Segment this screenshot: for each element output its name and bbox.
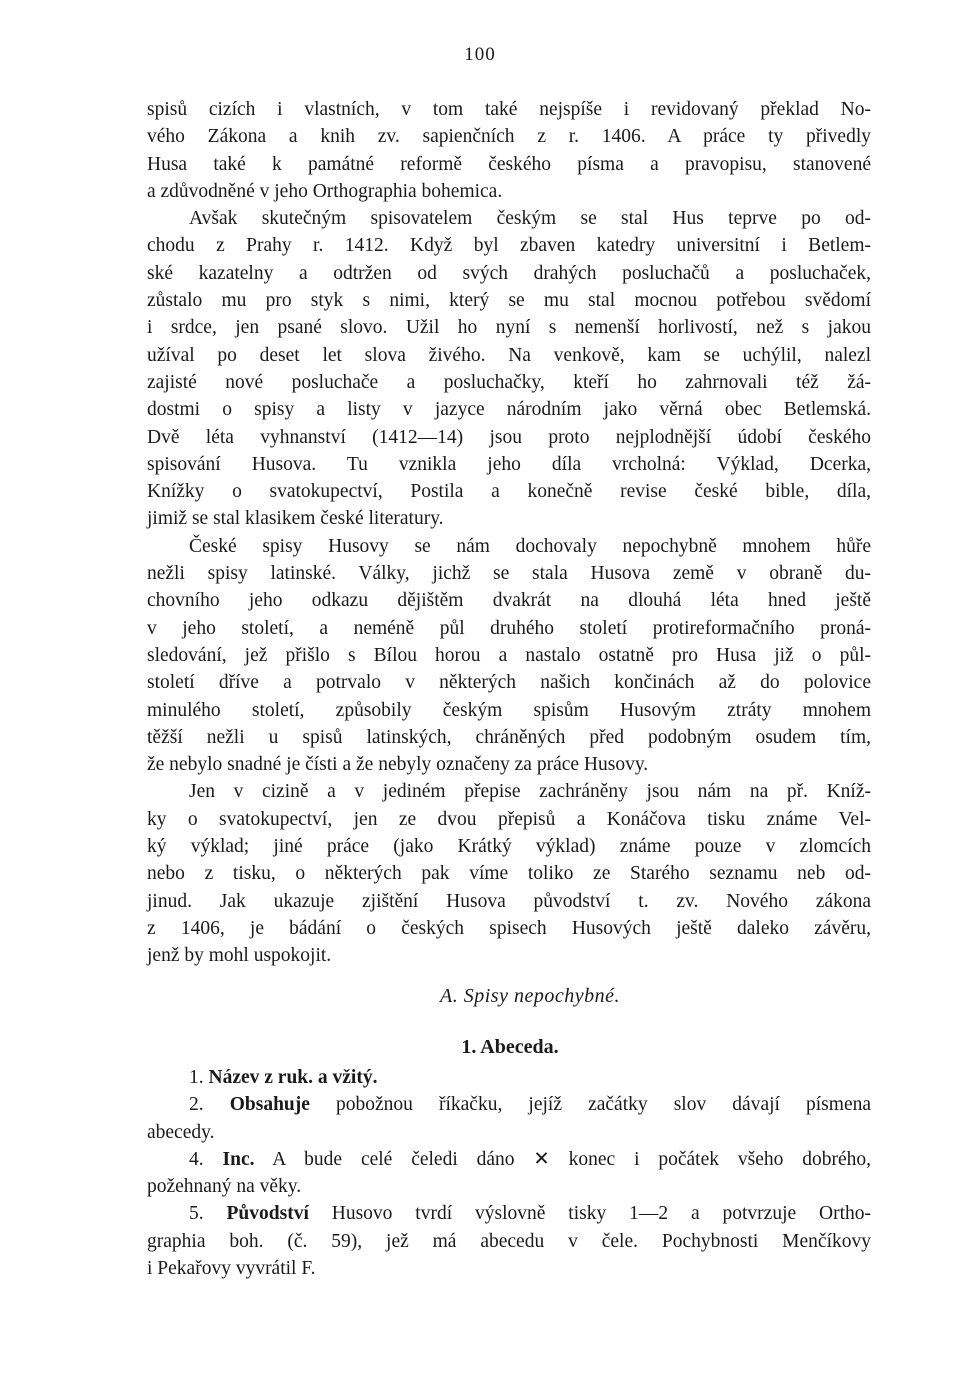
item-first-line xyxy=(147,1091,871,1118)
text-line: užíval po deset let slova živého. Na venkově, kam se uchýlil, nalezl xyxy=(147,344,871,366)
text-line: vého Zákona a knih zv. sapienčních z r. 1406. A práce ty přivedly xyxy=(147,126,871,148)
page-number: 100 xyxy=(464,44,496,65)
text-line: jinud. Jak ukazuje zjištění Husova původství t. zv. Nového zákona xyxy=(147,890,871,912)
text-line: Knížky o svatokupectví, Postila a konečně revise české bible, díla, xyxy=(147,481,871,503)
text-line: abecedy. xyxy=(147,1121,215,1143)
text-line: ky o svatokupectví, jen ze dvou přepisů a Konáčova tisku známe Vel- xyxy=(147,808,871,830)
list-item xyxy=(147,1064,871,1091)
body-text xyxy=(147,96,871,970)
text-line: jimiž se stal klasikem české literatury. xyxy=(147,508,444,530)
text-line: chovního jeho odkazu dějištěm dvakrát na dlouhá léta hned ještě xyxy=(147,590,871,612)
paragraph xyxy=(147,533,871,779)
text-line: nežli spisy latinské. Války, jichž se stala Husova země v obraně du- xyxy=(147,563,871,585)
item-first-line xyxy=(147,1200,871,1227)
item-number: 1. xyxy=(189,1067,209,1088)
text-line: České spisy Husovy se nám dochovaly nepochybně mnohem hůře xyxy=(189,535,871,557)
text-line: z 1406, je bádání o českých spisech Husových ještě daleko závěru, xyxy=(147,917,871,939)
item-number: 2. xyxy=(189,1094,230,1116)
text-line: Dvě léta vyhnanství (1412—14) jsou proto nejplodnější údobí českého xyxy=(147,426,871,448)
section-heading: A. Spisy nepochybné. xyxy=(440,985,620,1007)
item-first-line xyxy=(147,1146,871,1173)
paragraph xyxy=(147,778,871,969)
text-line: sledování, jež přišlo s Bílou horou a nastalo ostatně pro Husa již o půl- xyxy=(147,644,871,666)
text-line: minulého století, způsobily českým spisům Husovým ztráty mnohem xyxy=(147,699,871,721)
text-line: těžší nežli u spisů latinských, chráněných před podobným osudem tím, xyxy=(147,726,871,748)
text-line: ký výklad; jiné práce (jako Krátký výklad) známe pouze v zlomcích xyxy=(147,836,871,858)
text-line: Avšak skutečným spisovatelem českým se stal Hus teprve po od- xyxy=(189,208,871,230)
item-list xyxy=(147,1064,871,1282)
text-line: chodu z Prahy r. 1412. Když byl zbaven katedry universitní i Betlem- xyxy=(147,235,871,257)
list-item xyxy=(147,1091,871,1146)
paragraph xyxy=(147,205,871,533)
item-number: 5. xyxy=(189,1203,227,1225)
text-line: i srdce, jen psané slovo. Užil ho nyní s nemenší horlivostí, než s jakou xyxy=(147,317,871,339)
sub-heading: 1. Abeceda. xyxy=(461,1036,559,1058)
text-line: ské kazatelny a odtržen od svých drahých posluchačů a posluchaček, xyxy=(147,262,871,284)
text-line: a zdůvodněné v jeho Orthographia bohemica. xyxy=(147,180,503,202)
item-number: 4. xyxy=(189,1148,223,1170)
item-first-line xyxy=(147,1064,871,1091)
text-line: jenž by mohl uspokojit. xyxy=(147,945,332,967)
text-line: spisů cizích i vlastních, v tom také nejspíše i revidovaný překlad No- xyxy=(147,99,871,120)
text-line: zajisté nové posluchače a posluchačky, kteří ho zahrnovali též žá- xyxy=(147,371,871,393)
item-label: Obsahuje xyxy=(229,1094,310,1116)
text-line: i Pekařovy vyvrátil F. xyxy=(147,1258,316,1280)
item-label: Původství xyxy=(226,1203,309,1225)
text-line: požehnaný na věky. xyxy=(147,1176,302,1198)
item-label: Název z ruk. a vžitý. xyxy=(208,1067,378,1088)
text-line: v jeho století, a neméně půl druhého století protireformačního proná- xyxy=(147,617,871,639)
text-line: že nebylo snadné je čísti a že nebyly označeny za práce Husovy. xyxy=(147,754,649,776)
item-text: pobožnou říkačku, jejíž začátky slov dávají písmena xyxy=(309,1094,871,1116)
paragraph xyxy=(147,96,871,205)
item-text: Husovo tvrdí výslovně tisky 1—2 a potvrzuje Ortho- xyxy=(308,1203,872,1225)
text-line: dostmi o spisy a listy v jazyce národním jako věrná obec Betlemská. xyxy=(147,399,871,421)
list-item xyxy=(147,1200,871,1282)
text-line: Husa také k památné reformě českého písma a pravopisu, stanovené xyxy=(147,153,871,175)
text-line: graphia boh. (č. 59), jež má abecedu v čele. Pochybnosti Menčíkovy xyxy=(147,1230,871,1252)
text-line: zůstalo mu pro styk s nimi, který se mu stal mocnou potřebou svědomí xyxy=(147,290,871,312)
item-label: Inc. xyxy=(222,1148,255,1170)
text-line: nebo z tisku, o některých pak víme toliko ze Starého seznamu neb od- xyxy=(147,863,871,885)
list-item xyxy=(147,1146,871,1201)
text-line: spisování Husova. Tu vznikla jeho díla vrcholná: Výklad, Dcerka, xyxy=(147,453,871,475)
item-text: A bude celé čeledi dáno ✕ konec i počátek všeho dobrého, xyxy=(254,1148,872,1170)
text-line: Jen v cizině a v jediném přepise zachráněny jsou nám na př. Kníž- xyxy=(189,781,871,803)
text-line: století dříve a potrvalo v některých našich končinách až do polovice xyxy=(147,672,871,694)
